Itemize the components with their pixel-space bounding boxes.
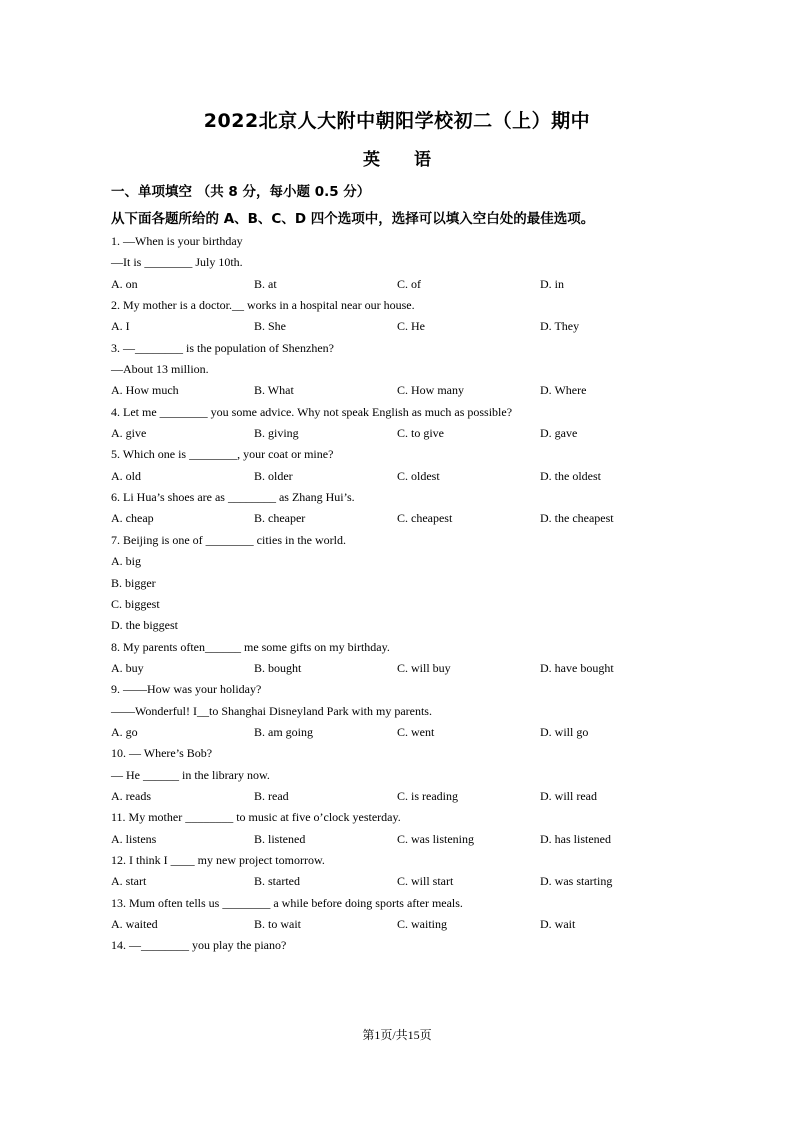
option-a: A. cheap [111,511,154,526]
question-item [111,893,711,936]
option-b: B. to wait [254,917,301,931]
question-line: B. bigger [111,575,156,590]
question-line: A. big [111,554,141,569]
question-line: —About 13 million. [111,362,209,377]
option-a: A. reads [111,788,151,803]
question-stem: 7. Beijing is one of ________ cities in the world. [111,532,346,547]
question-item [111,850,711,893]
option-a: A. waited [111,917,158,931]
option-b: B. started [254,874,300,889]
option-d: D. gave [540,426,578,441]
options-row [111,722,711,743]
option-a: A. buy [111,660,144,675]
question-item [111,402,711,445]
options-row [111,829,711,850]
option-d: D. They [540,319,580,334]
question-line: C. biggest [111,596,160,611]
option-a: A. give [111,426,147,441]
option-b: B. What [254,383,294,398]
question-line: D. the biggest [111,618,178,633]
option-c: C. is reading [397,788,458,803]
option-a: A. start [111,874,147,889]
option-a: A. old [111,468,141,483]
question-stem: 1. —When is your birthday [111,234,243,248]
options-row [111,658,711,679]
options-row [111,786,711,807]
question-item [111,487,711,530]
question-line: — He ______ in the library now. [111,767,270,782]
option-b: B. bought [254,660,302,675]
option-c: C. to give [397,426,444,441]
option-d: D. in [540,276,564,291]
question-item [111,231,711,295]
question-line: ——Wonderful! I__to Shanghai Disneyland Park with my parents. [111,703,432,718]
question-line: —It is ________ July 10th. [111,255,243,270]
option-a: A. on [111,276,138,291]
page-footer: 第1页/共15页 [362,1028,432,1042]
question-list [111,231,711,957]
question-item [111,807,711,850]
option-c: C. was listening [397,831,474,846]
question-stem: 4. Let me ________ you some advice. Why not speak English as much as possible? [111,404,513,419]
question-stem: 5. Which one is ________, your coat or mine? [111,447,334,462]
option-b: B. listened [254,831,306,846]
question-stem: 13. Mum often tells us ________ a while before doing sports after meals. [111,895,463,910]
options-row [111,466,711,487]
option-d: D. the oldest [540,468,601,483]
option-b: B. at [254,276,277,291]
option-c: C. waiting [397,917,447,931]
option-d: D. has listened [540,831,611,846]
section-instruction: 从下面各题所给的 A、B、C、D 四个选项中，选择可以填入空白处的最佳选项。 [111,211,595,227]
option-d: D. was starting [540,874,613,889]
option-c: C. cheapest [397,511,453,526]
option-c: C. will start [397,874,454,889]
question-item [111,444,711,487]
question-item [111,637,711,680]
question-item [111,679,711,743]
question-stem: 14. —________ you play the piano? [111,938,287,953]
question-stem: 6. Li Hua’s shoes are as ________ as Zhang Hui’s. [111,490,355,505]
option-c: C. went [397,724,435,739]
question-item [111,295,711,338]
option-c: C. He [397,319,425,334]
option-b: B. She [254,319,287,334]
question-stem: 12. I think I ____ my new project tomorrow. [111,852,325,867]
option-b: B. older [254,468,293,483]
option-b: B. giving [254,426,299,441]
section-heading: 一、单项填空 （共 8 分，每小题 0.5 分） [111,184,371,200]
question-stem: 11. My mother ________ to music at five o’clock yesterday. [111,810,401,825]
option-d: D. have bought [540,660,614,675]
option-a: A. I [111,319,130,334]
option-a: A. go [111,724,138,739]
question-stem: 10. — Where’s Bob? [111,746,213,761]
option-c: C. oldest [397,468,440,483]
options-row [111,423,711,444]
question-stem: 2. My mother is a doctor.__ works in a hospital near our house. [111,298,415,313]
option-d: D. will go [540,724,589,739]
options-row [111,316,711,337]
options-row [111,274,711,295]
options-row [111,380,711,401]
option-b: B. am going [254,724,313,739]
question-item [111,935,711,956]
option-a: A. How much [111,383,179,398]
question-stem: 9. ——How was your holiday? [111,682,262,697]
question-item [111,743,711,807]
options-row [111,871,711,892]
options-row [111,508,711,529]
options-row [111,914,711,935]
question-item [111,530,711,637]
option-d: D. wait [540,917,576,931]
option-b: B. read [254,788,289,803]
option-c: C. How many [397,383,464,398]
option-c: C. will buy [397,660,451,675]
option-d: D. the cheapest [540,511,614,526]
option-b: B. cheaper [254,511,306,526]
question-stem: 3. —________ is the population of Shenzhen? [111,340,334,355]
option-d: D. Where [540,383,587,398]
question-stem: 8. My parents often______ me some gifts on my birthday. [111,639,390,654]
option-c: C. of [397,276,421,291]
question-item [111,338,711,402]
subject-title: 英 语 [363,150,431,170]
option-a: A. listens [111,831,157,846]
option-d: D. will read [540,788,597,803]
document-title: 2022北京人大附中朝阳学校初二（上）期中 [203,110,591,132]
